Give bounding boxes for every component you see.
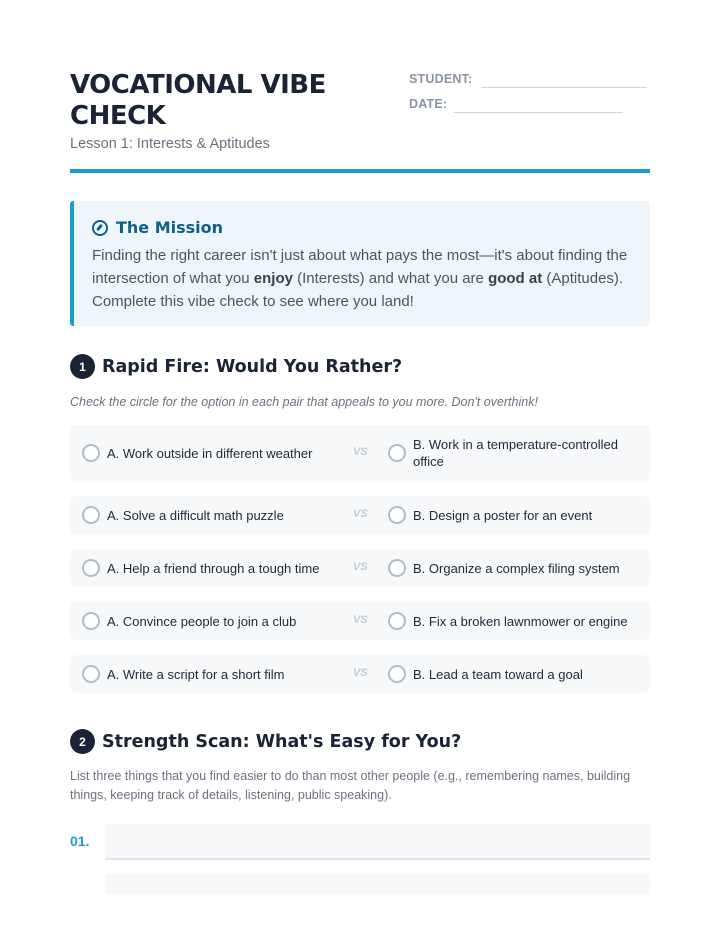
choice-pair <box>70 496 650 534</box>
section-number-badge: 2 <box>70 729 95 754</box>
lesson-subtitle: Lesson 1: Interests & Aptitudes <box>70 136 270 152</box>
vs-label: VS <box>353 446 368 458</box>
option-a-label: A. Work outside in different weather <box>107 445 313 461</box>
section-1-title: Rapid Fire: Would You Rather? <box>102 356 403 377</box>
section-2-title: Strength Scan: What's Easy for You? <box>102 731 462 752</box>
radio-circle[interactable] <box>82 612 100 630</box>
option-b[interactable] <box>388 559 638 577</box>
vs-label: VS <box>353 614 368 626</box>
option-b-label: B. Design a poster for an event <box>413 507 593 523</box>
option-a[interactable] <box>82 559 319 577</box>
radio-circle[interactable] <box>388 665 406 683</box>
radio-circle[interactable] <box>388 612 406 630</box>
option-a-label: A. Write a script for a short film <box>107 666 285 682</box>
option-b[interactable] <box>388 506 638 524</box>
section-1-instructions: Check the circle for the option in each pair that appeals to you more. Don't overthink! <box>70 395 538 409</box>
mission-emphasis-good-at: good at <box>488 270 543 287</box>
worksheet-title <box>70 70 390 132</box>
date-field <box>409 97 447 111</box>
radio-circle[interactable] <box>82 665 100 683</box>
mission-text-part: (Aptitudes). Complete this vibe check to see where you land! <box>92 270 624 310</box>
student-field <box>409 72 472 86</box>
compass-icon <box>92 220 108 236</box>
mission-text <box>92 244 642 313</box>
option-a-label: A. Convince people to join a club <box>107 613 297 629</box>
option-b[interactable] <box>388 665 638 683</box>
header-divider <box>70 169 650 173</box>
title-line-2: CHECK <box>70 101 166 131</box>
option-b-label: B. Organize a complex filing system <box>413 560 620 576</box>
choice-pair <box>70 655 650 693</box>
mission-box <box>70 201 650 326</box>
worksheet-page <box>70 0 650 932</box>
mission-title: The Mission <box>116 218 224 237</box>
date-label: DATE: <box>409 97 448 111</box>
answer-number: 01. <box>70 833 90 849</box>
radio-circle[interactable] <box>388 559 406 577</box>
vs-label: VS <box>353 667 368 679</box>
choice-pair <box>70 549 650 587</box>
option-b[interactable] <box>388 612 638 630</box>
title-line-1: VOCATIONAL VIBE <box>70 70 326 100</box>
option-a[interactable] <box>82 665 284 683</box>
option-a-label: A. Solve a difficult math puzzle <box>107 507 284 523</box>
option-b-label: B. Lead a team toward a goal <box>413 666 583 682</box>
section-1-header <box>70 354 402 379</box>
option-b-label: B. Work in a temperature-controlled office <box>413 437 618 469</box>
option-a-label: A. Help a friend through a tough time <box>107 560 320 576</box>
mission-text-part: (Interests) and what you are <box>292 270 489 287</box>
section-number-badge: 1 <box>70 354 95 379</box>
student-input-line[interactable] <box>481 87 647 88</box>
vs-label: VS <box>353 508 368 520</box>
option-a[interactable] <box>82 612 296 630</box>
choice-pair <box>70 425 650 482</box>
section-2-header <box>70 729 461 754</box>
radio-circle[interactable] <box>82 559 100 577</box>
section-2-description: List three things that you find easier to do than most other people (e.g., remembering names, building things, keeping track of details, listening, public speaking). <box>70 769 631 802</box>
radio-circle[interactable] <box>82 444 100 462</box>
radio-circle[interactable] <box>388 506 406 524</box>
date-input-line[interactable] <box>454 112 623 113</box>
radio-circle[interactable] <box>388 444 406 462</box>
option-b[interactable] <box>388 436 638 470</box>
option-a[interactable] <box>82 506 284 524</box>
choice-pair <box>70 602 650 640</box>
mission-header <box>92 218 223 237</box>
answer-input-line[interactable] <box>105 824 650 860</box>
mission-emphasis-enjoy: enjoy <box>253 270 293 287</box>
vs-label: VS <box>353 561 368 573</box>
radio-circle[interactable] <box>82 506 100 524</box>
answer-input-line[interactable] <box>105 874 650 894</box>
student-label: STUDENT: <box>409 72 473 86</box>
option-b-label: B. Fix a broken lawnmower or engine <box>413 613 628 629</box>
option-a[interactable] <box>82 444 312 462</box>
mission-text-part: Finding the right career isn't just about what pays the most—it's about finding the intersection of what you <box>92 247 628 287</box>
